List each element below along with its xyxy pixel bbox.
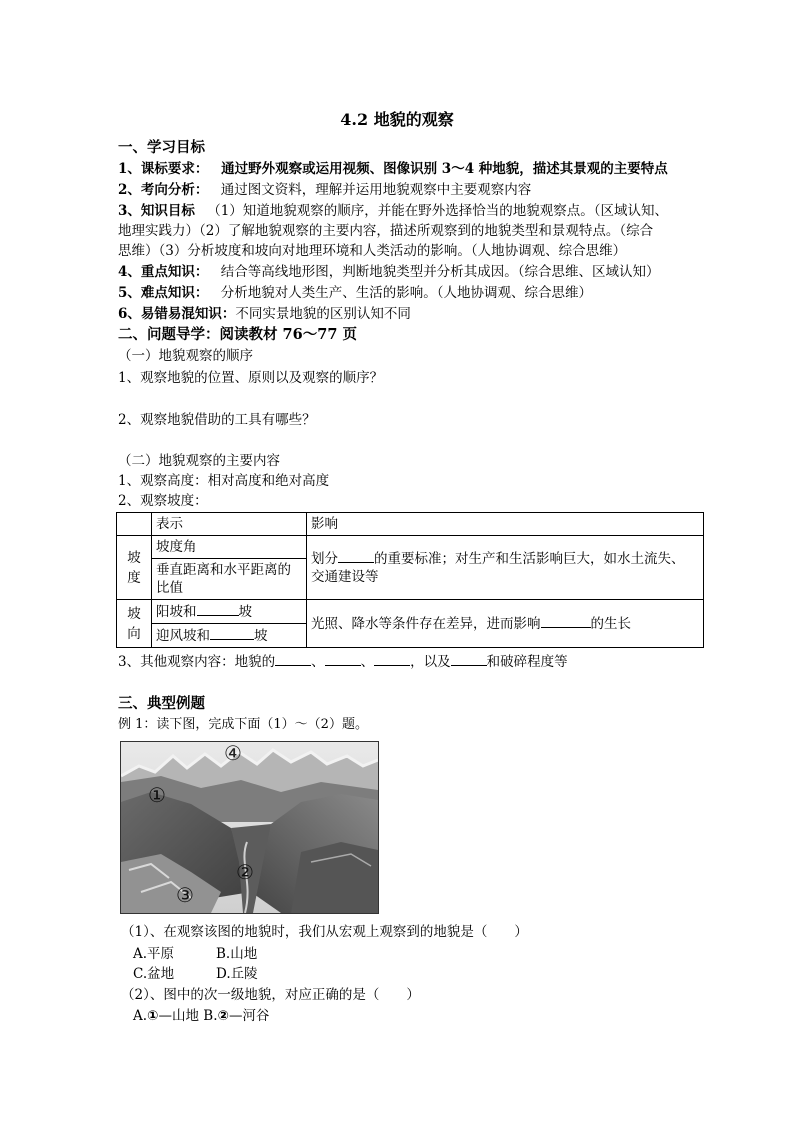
question-order: 1、观察地貌的位置、原则以及观察的顺序？ [118, 370, 384, 386]
content-height: 1、观察高度：相对高度和绝对高度 [118, 473, 330, 489]
goal-item-3-text-1: （1）知道地貌观察的顺序，并能在野外选择恰当的地貌观察点。（区域认知、 [207, 203, 669, 219]
mountain-landscape-image [121, 742, 378, 913]
goal-item-6 [118, 305, 411, 323]
table-row [117, 600, 704, 624]
fill-blank[interactable] [541, 614, 591, 628]
table-header-empty [117, 513, 152, 536]
option-mark-1: ① [147, 1008, 159, 1024]
cell-aspect-effect: 光照、降水等条件存在差异，进而影响 的生长 [307, 600, 704, 648]
table-row [117, 536, 704, 559]
goal-item-1 [118, 160, 668, 178]
goal-item-4-text: 结合等高线地形图，判断地貌类型并分析其成因。（综合思维、区域认知） [220, 264, 660, 280]
example-intro: 例 1：读下图，完成下面（1）～（2）题。 [118, 717, 368, 732]
row-label-gradient: 坡 度 [117, 536, 152, 600]
section-heading-examples: 三、典型例题 [118, 695, 205, 712]
goal-item-2-label: 2、考向分析： [118, 182, 209, 198]
question-1-options-row2 [133, 965, 258, 983]
fill-blank[interactable] [210, 626, 254, 640]
subheading-order: （一）地貌观察的顺序 [118, 348, 253, 364]
question-2: （2）、图中的次一级地貌，对应正确的是（ ） [121, 987, 420, 1003]
photo-label-3: ③ [176, 883, 194, 907]
goal-item-5-label: 5、难点知识： [118, 285, 209, 301]
section-heading-guide: 二、问题导学：阅读教材 76～77 页 [118, 326, 357, 343]
option-mark-2: ② [217, 1008, 229, 1024]
goal-item-3-line3: 思维）（3）分析坡度和坡向对地理环境和人类活动的影响。（人地协调观、综合思维） [118, 243, 627, 259]
section-heading-goals: 一、学习目标 [118, 139, 205, 156]
option-a[interactable]: A.平原 [133, 946, 175, 962]
photo-label-4: ④ [224, 741, 242, 765]
goal-item-1-label: 1、课标要求： [118, 161, 209, 177]
row-label-aspect: 坡 向 [117, 600, 152, 648]
subheading-content: （二）地貌观察的主要内容 [118, 453, 280, 469]
fill-blank[interactable] [451, 652, 487, 666]
question-1-options-row1 [133, 945, 258, 963]
fill-blank[interactable] [197, 602, 239, 616]
fill-blank[interactable] [374, 652, 410, 666]
goal-item-6-text: 不同实景地貌的区别认知不同 [235, 306, 411, 322]
cell-ratio: 垂直距离和水平距离的 比值 [152, 559, 307, 600]
photo-label-2: ② [236, 860, 254, 884]
cell-sunny-slope: 阳坡和 坡 [152, 600, 307, 624]
goal-item-4 [118, 263, 659, 281]
goal-item-2 [118, 181, 531, 199]
option-b[interactable]: B.山地 [216, 946, 258, 962]
goal-item-6-label: 6、易错易混知识： [118, 306, 236, 322]
page-title: 4.2 地貌的观察 [340, 110, 454, 129]
content-slope: 2、观察坡度： [118, 493, 208, 509]
table-header-show: 表示 [152, 513, 307, 536]
fill-blank[interactable] [275, 652, 311, 666]
goal-item-5 [118, 284, 592, 302]
goal-item-4-label: 4、重点知识： [118, 264, 209, 280]
table-header-row [117, 513, 704, 536]
question-2-options: A.①—山地 B.②—河谷 [133, 1008, 270, 1024]
goal-item-3-line2: 地理实践力）（2）了解地貌观察的主要内容，描述所观察到的地貌类型和景观特点。（综合 [118, 223, 654, 239]
photo-label-1: ① [148, 783, 166, 807]
question-tools: 2、观察地貌借助的工具有哪些？ [118, 412, 316, 428]
cell-gradient-effect: 划分 的重要标准；对生产和生活影响巨大，如水土流失、 交通建设等 [307, 536, 704, 600]
option-c[interactable]: C.盆地 [133, 966, 175, 982]
option-d[interactable]: D.丘陵 [216, 966, 258, 982]
content-other: 3、其他观察内容：地貌的 、 、 ，以及 和破碎程度等 [118, 654, 568, 670]
fill-blank[interactable] [338, 549, 374, 563]
cell-slope-angle: 坡度角 [152, 536, 307, 559]
slope-table [116, 512, 704, 648]
goal-item-3-label: 3、知识目标 [118, 203, 195, 219]
landform-photo [120, 741, 379, 914]
goal-item-5-text: 分析地貌对人类生产、生活的影响。（人地协调观、综合思维） [220, 285, 592, 301]
table-header-effect: 影响 [307, 513, 704, 536]
fill-blank[interactable] [325, 652, 361, 666]
goal-item-3-line1 [118, 202, 668, 220]
cell-windward-slope: 迎风坡和 坡 [152, 624, 307, 648]
question-1: （1）、在观察该图的地貌时，我们从宏观上观察到的地貌是（ ） [121, 924, 528, 940]
goal-item-2-text: 通过图文资料，理解并运用地貌观察中主要观察内容 [220, 182, 532, 198]
goal-item-1-text: 通过野外观察或运用视频、图像识别 3～4 种地貌，描述其景观的主要特点 [221, 161, 668, 177]
